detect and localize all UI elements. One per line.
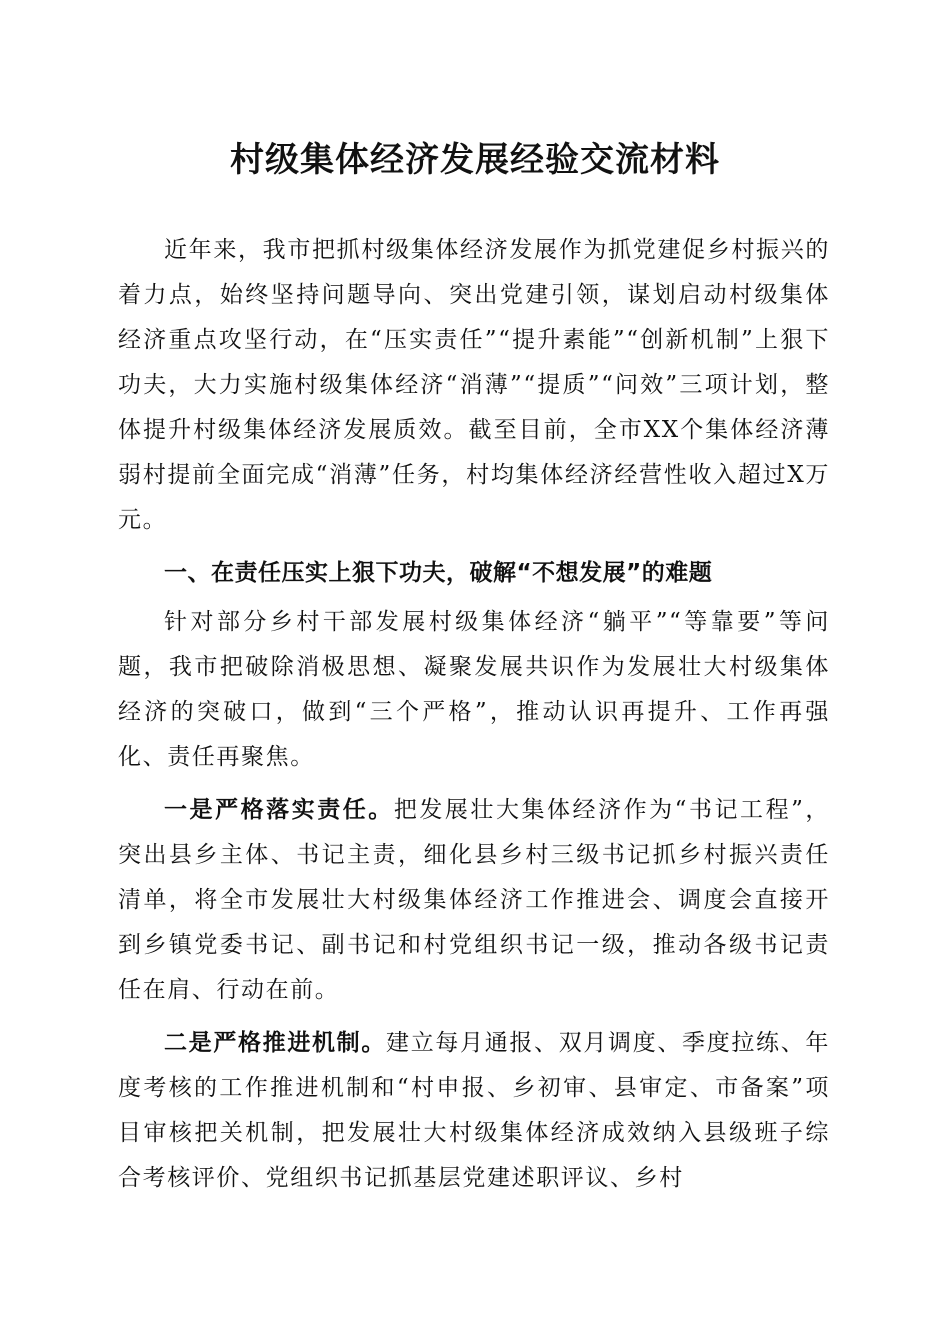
item-text: 建立每月通报、双月调度、季度拉练、年度考核的工作推进机制和“村申报、乡初审、县审定、市备案”项目审核把关机制，把发展壮大村级集体经济成效纳入县级班子综合考核评价、党组织书记抓基层党建述职评议、乡村	[118, 1030, 830, 1191]
item-lead: 一是严格落实责任。	[164, 797, 394, 823]
item-paragraph	[118, 1021, 830, 1201]
intro-paragraph: 近年来，我市把抓村级集体经济发展作为抓党建促乡村振兴的着力点，始终坚持问题导向、突出党建引领，谋划启动村级集体经济重点攻坚行动，在“压实责任”“提升素能”“创新机制”上狠下功夫，大力实施村级集体经济“消薄”“提质”“问效”三项计划，整体提升村级集体经济发展质效。截至目前，全市XX个集体经济薄弱村提前全面完成“消薄”任务，村均集体经济经营性收入超过X万元。	[118, 237, 830, 533]
item-lead: 二是严格推进机制。	[164, 1030, 387, 1056]
item-text: 把发展壮大集体经济作为“书记工程”，突出县乡主体、书记主责，细化县乡村三级书记抓乡村振兴责任清单，将全市发展壮大村级集体经济工作推进会、调度会直接开到乡镇党委书记、副书记和村党组织书记一级，推动各级书记责任在肩、行动在前。	[118, 797, 830, 1003]
section-intro-paragraph: 针对部分乡村干部发展村级集体经济“躺平”“等靠要”等问题，我市把破除消极思想、凝聚发展共识作为发展壮大村级集体经济的突破口，做到“三个严格”，推动认识再提升、工作再强化、责任再聚焦。	[118, 609, 830, 770]
document-body	[118, 228, 830, 1209]
section-heading: 一、在责任压实上狠下功夫，破解“不想发展”的难题	[164, 560, 713, 586]
page-title: 村级集体经济发展经验交流材料	[230, 140, 720, 180]
item-paragraph	[118, 788, 830, 1013]
